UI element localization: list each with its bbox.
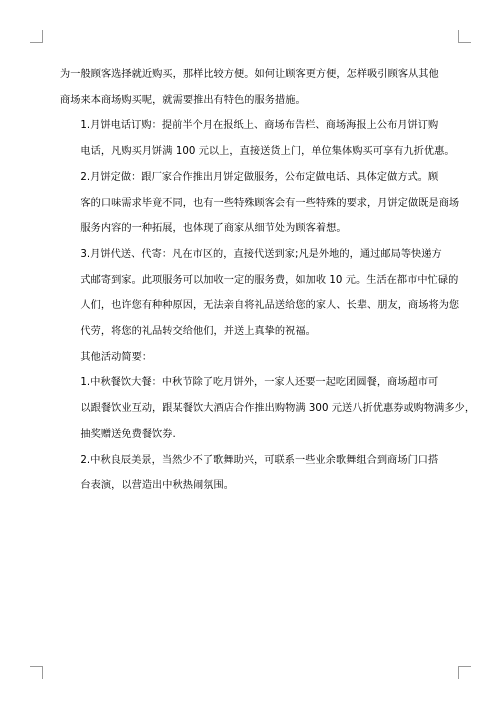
text-line: 客的口味需求毕竟不同，也有一些特殊顾客会有一些特殊的要求，月饼定做既是商场 <box>80 197 460 209</box>
text-line: 商场来本商场购买呢，就需要推出有特色的服务措施。 <box>60 94 306 106</box>
text-line: 为一般顾客选择就近购买，那样比较方便。如何让顾客更方便，怎样吸引顾客从其他 <box>60 69 439 80</box>
paragraph-intro <box>60 62 442 113</box>
text-line: 服务内容的一种拓展，也体现了商家从细节处为顾客着想。 <box>80 223 347 235</box>
text-line: 电话，凡购买月饼满 100 元以上，直接送货上门，单位集体购买可享有九折优惠。 <box>80 146 455 158</box>
text-line: 式邮寄到家。此项服务可以加收一定的服务费，如加收 10 元。生活在都市中忙碌的 <box>80 274 459 286</box>
text-line: 3.月饼代送、代寄：凡在市区的，直接代送到家;凡是外地的，通过邮局等快递方 <box>80 248 442 260</box>
paragraph-performance <box>60 448 442 499</box>
crop-mark-bottom-left <box>30 666 43 679</box>
crop-mark-top-left <box>30 30 43 43</box>
text-line: 以跟餐饮业互动，跟某餐饮大酒店合作推出购物满 300 元送八折优惠券或购物满多少， <box>80 403 476 415</box>
paragraph-custom-order <box>60 165 460 242</box>
text-line: 2.中秋良辰美景，当然少不了歌舞助兴，可联系一些业余歌舞组合到商场门口搭 <box>80 454 439 466</box>
paragraph-other-activities-heading <box>60 345 442 371</box>
text-line: 台表演，以营造出中秋热闹氛围。 <box>80 480 234 492</box>
text-line: 代劳，将您的礼品转交给他们，并送上真挚的祝福。 <box>80 326 316 338</box>
crop-mark-bottom-right <box>458 666 471 679</box>
paragraph-delivery <box>60 242 460 345</box>
paragraph-dining <box>60 370 476 447</box>
paragraph-phone-order <box>60 113 455 164</box>
text-line: 2.月饼定做：跟厂家合作推出月饼定做服务，公布定做电话、具体定做方式。顾 <box>80 171 439 183</box>
crop-mark-top-right <box>458 30 471 43</box>
text-line: 抽奖赠送免费餐饮券. <box>80 428 176 440</box>
text-line: 1.中秋餐饮大餐：中秋节除了吃月饼外，一家人还要一起吃团圆餐，商场超市可 <box>80 377 439 389</box>
text-line: 人们，也许您有种种原因，无法亲自将礼品送给您的家人、长辈、朋友，商场将为您 <box>80 300 460 312</box>
document-body <box>60 62 476 499</box>
text-line: 1.月饼电话订购：提前半个月在报纸上、商场布告栏、商场海报上公布月饼订购 <box>80 120 439 132</box>
text-line: 其他活动简要： <box>80 351 153 363</box>
